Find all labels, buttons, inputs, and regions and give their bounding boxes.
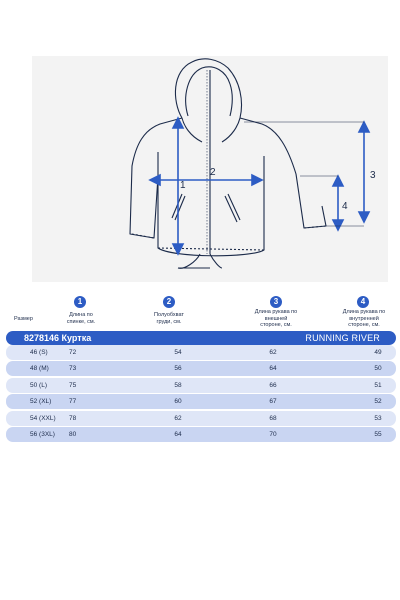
size-cell: 46 (S): [30, 349, 48, 356]
sleeve-outer-cell: 67: [269, 398, 277, 406]
dimension-label-1: 1: [180, 180, 186, 191]
table-row: [6, 378, 396, 393]
back-length-cell: 80: [69, 430, 77, 438]
table-row: [6, 427, 396, 442]
sleeve-outer-cell: 64: [269, 365, 277, 373]
sleeve-outer-cell: 70: [269, 430, 277, 438]
half-chest-cell: 62: [174, 414, 182, 422]
table-row: [6, 394, 396, 409]
product-title-bar: [6, 331, 396, 345]
sleeve-outer-cell: 66: [269, 381, 277, 389]
sleeve-inner-cell: 51: [374, 381, 382, 389]
sleeve-outer-cell: 62: [269, 349, 277, 356]
column-2-number: 2: [163, 296, 175, 308]
half-chest-cell: 64: [174, 430, 182, 438]
back-length-cell: 78: [69, 414, 77, 422]
half-chest-cell: 60: [174, 398, 182, 406]
jacket-diagram: [32, 56, 388, 282]
size-column-label: Размер: [14, 316, 33, 322]
half-chest-cell: 56: [174, 365, 182, 373]
column-2-label: Полуобхват груди, см.: [154, 312, 184, 325]
back-length-cell: 73: [69, 365, 77, 373]
brand-name: RUNNING RIVER: [305, 333, 380, 343]
size-cell: 50 (L): [30, 381, 47, 389]
sleeve-inner-cell: 50: [374, 365, 382, 373]
half-chest-cell: 54: [174, 349, 182, 356]
table-row: [6, 411, 396, 426]
back-length-cell: 72: [69, 349, 77, 356]
table-row: [6, 361, 396, 376]
size-cell: 56 (3XL): [30, 430, 55, 438]
sleeve-inner-cell: 49: [374, 349, 382, 356]
size-cell: 48 (M): [30, 365, 49, 373]
product-article: 8278146 Куртка: [24, 333, 92, 343]
jacket-outline: [32, 56, 388, 282]
size-cell: 52 (XL): [30, 398, 52, 406]
column-1-label: Длина по спинке, см.: [66, 312, 96, 325]
sleeve-inner-cell: 52: [374, 398, 382, 406]
dimension-label-2: 2: [210, 167, 216, 178]
table-row: [6, 345, 396, 360]
column-3-label: Длина рукава по внешней стороне, см.: [254, 309, 298, 328]
sleeve-outer-cell: 68: [269, 414, 277, 422]
half-chest-cell: 58: [174, 381, 182, 389]
dimension-label-3: 3: [370, 170, 376, 181]
column-4-label: Длина рукава по внутренней стороне, см.: [342, 309, 386, 328]
column-4-number: 4: [357, 296, 369, 308]
dimension-label-4: 4: [342, 201, 348, 212]
column-1-number: 1: [74, 296, 86, 308]
back-length-cell: 77: [69, 398, 77, 406]
sleeve-inner-cell: 55: [374, 430, 382, 438]
sleeve-inner-cell: 53: [374, 414, 382, 422]
back-length-cell: 75: [69, 381, 77, 389]
size-table: [6, 345, 396, 443]
size-table-header: [0, 294, 400, 334]
size-cell: 54 (XXL): [30, 414, 56, 422]
column-3-number: 3: [270, 296, 282, 308]
